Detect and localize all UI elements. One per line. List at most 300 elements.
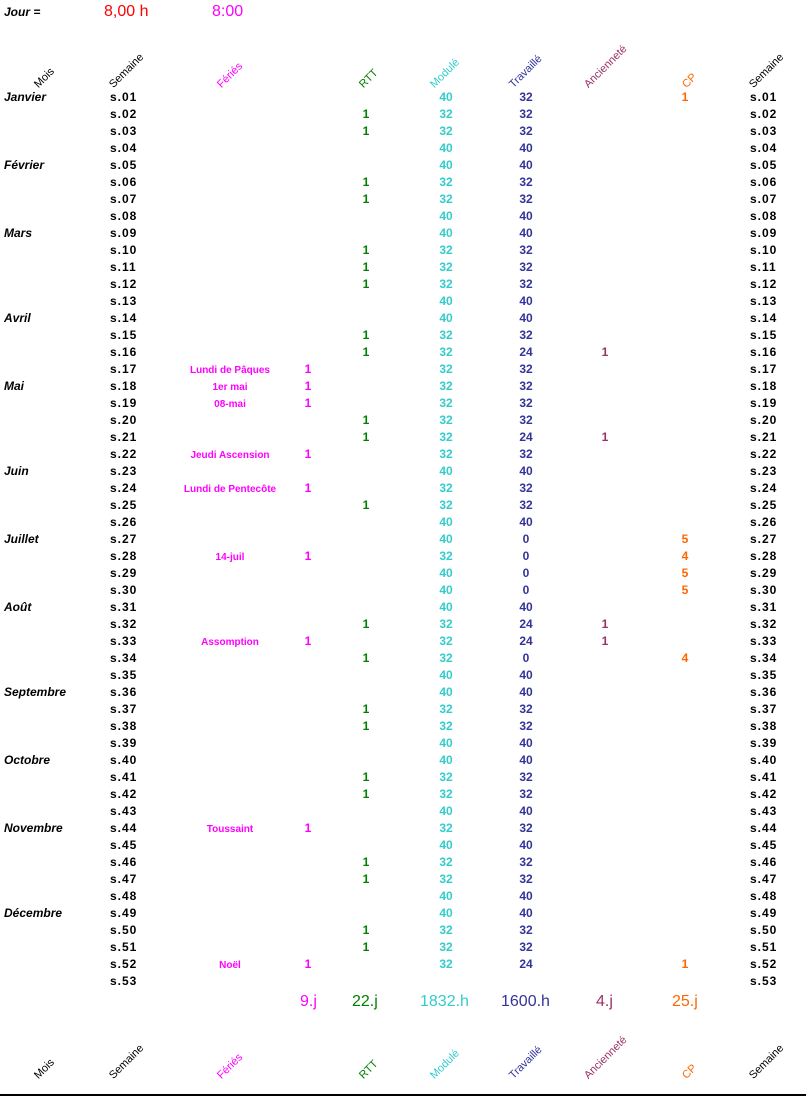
cell-semaine: s.20	[110, 413, 138, 427]
cell-travaille: 32	[519, 328, 533, 342]
cell-module: 40	[439, 906, 453, 920]
cell-travaille: 40	[519, 906, 533, 920]
cell-rtt: 1	[362, 770, 370, 784]
cell-mois: Février	[4, 158, 45, 172]
cell-module: 32	[439, 175, 453, 189]
header-module: Modulé	[428, 1047, 462, 1082]
cell-semaine: s.23	[110, 464, 138, 478]
cell-travaille: 32	[519, 107, 533, 121]
cell-semaine-right: s.25	[750, 498, 778, 512]
cell-semaine: s.44	[110, 821, 138, 835]
cell-mois: Mars	[4, 226, 33, 240]
cell-travaille: 0	[522, 549, 530, 563]
cell-semaine: s.22	[110, 447, 138, 461]
cell-semaine: s.14	[110, 311, 138, 325]
cell-travaille: 24	[519, 617, 533, 631]
cell-travaille: 32	[519, 770, 533, 784]
cell-semaine-right: s.04	[750, 141, 778, 155]
cell-rtt: 1	[362, 702, 370, 716]
header-semaine: Semaine	[107, 51, 147, 91]
cell-module: 40	[439, 566, 453, 580]
cell-semaine-right: s.05	[750, 158, 778, 172]
cell-semaine-right: s.20	[750, 413, 778, 427]
cell-ferie: 1	[304, 821, 312, 835]
cell-module: 40	[439, 141, 453, 155]
cell-cp: 4	[681, 549, 689, 563]
cell-semaine: s.10	[110, 243, 138, 257]
cell-mois: Novembre	[4, 821, 63, 835]
bottom-border-line	[0, 1094, 806, 1096]
cell-semaine-right: s.32	[750, 617, 778, 631]
cell-semaine-right: s.24	[750, 481, 778, 495]
cell-semaine-right: s.47	[750, 872, 778, 886]
cell-module: 32	[439, 260, 453, 274]
cell-rtt: 1	[362, 243, 370, 257]
cell-module: 32	[439, 821, 453, 835]
cell-semaine-right: s.08	[750, 209, 778, 223]
cell-rtt: 1	[362, 617, 370, 631]
cell-semaine: s.35	[110, 668, 138, 682]
cell-semaine: s.13	[110, 294, 138, 308]
cell-semaine-right: s.18	[750, 379, 778, 393]
cell-travaille: 40	[519, 753, 533, 767]
cell-semaine-right: s.28	[750, 549, 778, 563]
cell-travaille: 0	[522, 532, 530, 546]
header-travaille: Travaillé	[507, 1043, 545, 1082]
cell-semaine: s.32	[110, 617, 138, 631]
cell-travaille: 32	[519, 498, 533, 512]
cell-module: 32	[439, 379, 453, 393]
cell-semaine-right: s.03	[750, 124, 778, 138]
cell-travaille: 32	[519, 719, 533, 733]
cell-mois: Mai	[4, 379, 25, 393]
cell-travaille: 24	[519, 957, 533, 971]
cell-semaine: s.25	[110, 498, 138, 512]
cell-semaine-right: s.43	[750, 804, 778, 818]
cell-semaine: s.27	[110, 532, 138, 546]
cell-module: 40	[439, 158, 453, 172]
cell-travaille: 40	[519, 515, 533, 529]
cell-travaille: 0	[522, 651, 530, 665]
cell-semaine-right: s.37	[750, 702, 778, 716]
cell-ferie: 1	[304, 634, 312, 648]
cell-cp: 1	[681, 957, 689, 971]
cell-anciennete: 1	[601, 634, 609, 648]
cell-module: 40	[439, 515, 453, 529]
header-semaine-right: Semaine	[747, 1042, 787, 1082]
cell-rtt: 1	[362, 328, 370, 342]
cell-travaille: 32	[519, 124, 533, 138]
cell-mois: Juin	[4, 464, 29, 478]
cell-anciennete: 1	[601, 617, 609, 631]
cell-semaine-right: s.31	[750, 600, 778, 614]
cell-module: 40	[439, 226, 453, 240]
cell-rtt: 1	[362, 872, 370, 886]
header-cp: CP	[680, 71, 700, 91]
cell-travaille: 40	[519, 209, 533, 223]
cell-anciennete: 1	[601, 345, 609, 359]
cell-semaine: s.52	[110, 957, 138, 971]
cell-semaine: s.07	[110, 192, 138, 206]
cell-semaine-right: s.15	[750, 328, 778, 342]
cell-rtt: 1	[362, 345, 370, 359]
cell-semaine-right: s.34	[750, 651, 778, 665]
cell-semaine-right: s.26	[750, 515, 778, 529]
cell-semaine-right: s.07	[750, 192, 778, 206]
cell-travaille: 40	[519, 804, 533, 818]
cell-semaine: s.47	[110, 872, 138, 886]
cell-semaine-right: s.01	[750, 90, 778, 104]
cell-module: 40	[439, 600, 453, 614]
cell-module: 40	[439, 685, 453, 699]
cell-rtt: 1	[362, 940, 370, 954]
cell-semaine: s.30	[110, 583, 138, 597]
cell-semaine-right: s.06	[750, 175, 778, 189]
header-rtt: RTT	[357, 67, 381, 91]
cell-semaine: s.18	[110, 379, 138, 393]
cell-semaine: s.36	[110, 685, 138, 699]
cell-mois: Décembre	[4, 906, 63, 920]
cell-mois: Septembre	[4, 685, 67, 699]
cell-semaine: s.02	[110, 107, 138, 121]
cell-travaille: 32	[519, 362, 533, 376]
total-anciennete: 4.j	[596, 993, 613, 1010]
cell-module: 40	[439, 804, 453, 818]
header-module: Modulé	[428, 56, 462, 91]
cell-module: 32	[439, 124, 453, 138]
cell-semaine-right: s.48	[750, 889, 778, 903]
header-mois: Mois	[32, 1056, 57, 1082]
cell-semaine-right: s.40	[750, 753, 778, 767]
cell-semaine: s.03	[110, 124, 138, 138]
cell-ferie-name: Assomption	[201, 637, 259, 648]
cell-semaine: s.37	[110, 702, 138, 716]
cell-module: 40	[439, 838, 453, 852]
cell-module: 32	[439, 447, 453, 461]
header-feries: Fériés	[215, 1051, 246, 1082]
header-anciennete: Ancienneté	[582, 1034, 630, 1082]
cell-rtt: 1	[362, 107, 370, 121]
cell-travaille: 32	[519, 277, 533, 291]
cell-travaille: 40	[519, 600, 533, 614]
cell-semaine: s.12	[110, 277, 138, 291]
cell-rtt: 1	[362, 277, 370, 291]
cell-module: 40	[439, 90, 453, 104]
cell-semaine: s.38	[110, 719, 138, 733]
cell-module: 32	[439, 396, 453, 410]
cell-ferie-name: 14-juil	[215, 552, 245, 563]
cell-travaille: 32	[519, 821, 533, 835]
cell-module: 32	[439, 481, 453, 495]
cell-rtt: 1	[362, 855, 370, 869]
cell-semaine: s.49	[110, 906, 138, 920]
cell-semaine-right: s.17	[750, 362, 778, 376]
cell-semaine: s.51	[110, 940, 138, 954]
cell-semaine-right: s.42	[750, 787, 778, 801]
total-travaille: 1600.h	[501, 993, 550, 1010]
cell-rtt: 1	[362, 260, 370, 274]
cell-ferie: 1	[304, 549, 312, 563]
cell-semaine-right: s.13	[750, 294, 778, 308]
cell-rtt: 1	[362, 787, 370, 801]
cell-semaine-right: s.33	[750, 634, 778, 648]
cell-semaine-right: s.23	[750, 464, 778, 478]
cell-module: 32	[439, 413, 453, 427]
cell-module: 32	[439, 634, 453, 648]
cell-semaine-right: s.46	[750, 855, 778, 869]
header-semaine: Semaine	[107, 1042, 147, 1082]
cell-cp: 5	[681, 583, 689, 597]
cell-semaine-right: s.50	[750, 923, 778, 937]
header-mois: Mois	[32, 65, 57, 91]
cell-ferie: 1	[304, 481, 312, 495]
cell-semaine: s.24	[110, 481, 138, 495]
cell-module: 32	[439, 498, 453, 512]
cell-semaine: s.11	[110, 260, 137, 274]
cell-travaille: 40	[519, 141, 533, 155]
cell-semaine-right: s.10	[750, 243, 778, 257]
cell-rtt: 1	[362, 192, 370, 206]
cell-travaille: 32	[519, 855, 533, 869]
cell-semaine-right: s.02	[750, 107, 778, 121]
cell-semaine-right: s.14	[750, 311, 778, 325]
jour-label: Jour =	[4, 5, 41, 19]
cell-ferie: 1	[304, 447, 312, 461]
cell-travaille: 40	[519, 464, 533, 478]
jour-time-value: 8:00	[212, 3, 244, 20]
cell-semaine: s.05	[110, 158, 138, 172]
header-anciennete: Ancienneté	[582, 43, 630, 91]
total-rtt: 22.j	[352, 993, 378, 1010]
cell-semaine: s.15	[110, 328, 138, 342]
cell-ferie-name: Toussaint	[206, 824, 254, 835]
cell-travaille: 32	[519, 702, 533, 716]
cell-semaine: s.34	[110, 651, 138, 665]
cell-travaille: 40	[519, 294, 533, 308]
cell-rtt: 1	[362, 430, 370, 444]
cell-mois: Janvier	[4, 90, 47, 104]
cell-travaille: 32	[519, 923, 533, 937]
cell-semaine: s.08	[110, 209, 138, 223]
cell-travaille: 40	[519, 736, 533, 750]
cell-module: 32	[439, 192, 453, 206]
cell-travaille: 32	[519, 90, 533, 104]
cell-module: 32	[439, 651, 453, 665]
cell-semaine-right: s.49	[750, 906, 778, 920]
cell-semaine-right: s.44	[750, 821, 778, 835]
cell-travaille: 32	[519, 175, 533, 189]
cell-travaille: 0	[522, 566, 530, 580]
cell-module: 40	[439, 736, 453, 750]
header-cp: CP	[680, 1062, 700, 1082]
cell-rtt: 1	[362, 719, 370, 733]
cell-semaine: s.28	[110, 549, 138, 563]
cell-module: 32	[439, 345, 453, 359]
cell-semaine: s.26	[110, 515, 138, 529]
cell-semaine: s.31	[110, 600, 138, 614]
cell-module: 32	[439, 243, 453, 257]
cell-semaine-right: s.09	[750, 226, 778, 240]
cell-travaille: 32	[519, 940, 533, 954]
cell-semaine: s.48	[110, 889, 138, 903]
cell-ferie-name: Noël	[219, 960, 241, 971]
cell-semaine-right: s.41	[750, 770, 778, 784]
cell-module: 32	[439, 872, 453, 886]
cell-cp: 1	[681, 90, 689, 104]
cell-rtt: 1	[362, 651, 370, 665]
cell-mois: Juillet	[4, 532, 39, 546]
cell-module: 32	[439, 719, 453, 733]
cell-semaine-right: s.11	[750, 260, 777, 274]
cell-semaine-right: s.30	[750, 583, 778, 597]
cell-cp: 5	[681, 566, 689, 580]
cell-travaille: 24	[519, 430, 533, 444]
cell-travaille: 40	[519, 226, 533, 240]
cell-module: 40	[439, 464, 453, 478]
cell-module: 40	[439, 311, 453, 325]
cell-semaine-right: s.27	[750, 532, 778, 546]
cell-semaine-right: s.16	[750, 345, 778, 359]
cell-semaine-right: s.12	[750, 277, 778, 291]
cell-travaille: 32	[519, 379, 533, 393]
cell-travaille: 32	[519, 481, 533, 495]
cell-travaille: 40	[519, 889, 533, 903]
cell-rtt: 1	[362, 175, 370, 189]
cell-travaille: 40	[519, 311, 533, 325]
cell-travaille: 32	[519, 413, 533, 427]
cell-module: 32	[439, 702, 453, 716]
cell-ferie-name: Jeudi Ascension	[190, 450, 270, 461]
cell-module: 40	[439, 668, 453, 682]
cell-semaine: s.19	[110, 396, 138, 410]
cell-travaille: 32	[519, 396, 533, 410]
cell-semaine-right: s.51	[750, 940, 778, 954]
cell-travaille: 40	[519, 685, 533, 699]
cell-semaine-right: s.38	[750, 719, 778, 733]
cell-module: 40	[439, 583, 453, 597]
cell-travaille: 32	[519, 243, 533, 257]
cell-ferie: 1	[304, 957, 312, 971]
cell-module: 32	[439, 328, 453, 342]
cell-module: 40	[439, 753, 453, 767]
cell-semaine: s.01	[110, 90, 138, 104]
cell-travaille: 0	[522, 583, 530, 597]
cell-semaine-right: s.19	[750, 396, 778, 410]
header-semaine-right: Semaine	[747, 51, 787, 91]
cell-rtt: 1	[362, 413, 370, 427]
cell-semaine: s.29	[110, 566, 138, 580]
cell-semaine: s.16	[110, 345, 138, 359]
cell-semaine: s.17	[110, 362, 138, 376]
cell-semaine-right: s.21	[750, 430, 778, 444]
cell-semaine: s.09	[110, 226, 138, 240]
cell-module: 32	[439, 855, 453, 869]
cell-semaine-right: s.53	[750, 974, 778, 988]
cell-module: 32	[439, 107, 453, 121]
header-travaille: Travaillé	[507, 52, 545, 91]
cell-module: 32	[439, 362, 453, 376]
cell-semaine: s.21	[110, 430, 138, 444]
cell-semaine-right: s.52	[750, 957, 778, 971]
cell-module: 32	[439, 923, 453, 937]
cell-cp: 5	[681, 532, 689, 546]
cell-travaille: 32	[519, 260, 533, 274]
cell-travaille: 32	[519, 447, 533, 461]
cell-ferie: 1	[304, 362, 312, 376]
cell-semaine: s.40	[110, 753, 138, 767]
cell-semaine: s.39	[110, 736, 138, 750]
cell-module: 40	[439, 889, 453, 903]
cell-travaille: 32	[519, 192, 533, 206]
cell-semaine: s.45	[110, 838, 138, 852]
cell-module: 32	[439, 770, 453, 784]
cell-ferie-name: 08-mai	[214, 399, 246, 410]
cell-semaine-right: s.45	[750, 838, 778, 852]
cell-semaine: s.06	[110, 175, 138, 189]
cell-module: 32	[439, 957, 453, 971]
total-feries: 9.j	[300, 993, 317, 1010]
cell-semaine: s.04	[110, 141, 138, 155]
header-rtt: RTT	[357, 1058, 381, 1082]
cell-semaine-right: s.39	[750, 736, 778, 750]
cell-semaine-right: s.29	[750, 566, 778, 580]
cell-module: 32	[439, 940, 453, 954]
cell-semaine-right: s.36	[750, 685, 778, 699]
cell-semaine: s.41	[110, 770, 138, 784]
total-cp: 25.j	[672, 993, 698, 1010]
cell-module: 32	[439, 277, 453, 291]
cell-semaine: s.50	[110, 923, 138, 937]
total-module: 1832.h	[420, 993, 469, 1010]
cell-module: 32	[439, 787, 453, 801]
cell-module: 32	[439, 549, 453, 563]
cell-mois: Octobre	[4, 753, 51, 767]
cell-travaille: 40	[519, 838, 533, 852]
header-feries: Fériés	[215, 60, 246, 91]
cell-ferie: 1	[304, 379, 312, 393]
cell-module: 40	[439, 532, 453, 546]
cell-semaine: s.33	[110, 634, 138, 648]
cell-semaine: s.53	[110, 974, 138, 988]
jour-hours-value: 8,00 h	[104, 3, 149, 20]
cell-mois: Avril	[4, 311, 31, 325]
cell-ferie-name: Lundi de Pentecôte	[183, 484, 277, 495]
cell-semaine-right: s.22	[750, 447, 778, 461]
cell-semaine: s.42	[110, 787, 138, 801]
cell-travaille: 32	[519, 787, 533, 801]
cell-module: 32	[439, 617, 453, 631]
cell-module: 40	[439, 209, 453, 223]
cell-travaille: 32	[519, 872, 533, 886]
cell-ferie-name: Lundi de Pâques	[189, 365, 270, 376]
cell-cp: 4	[681, 651, 689, 665]
cell-mois: Août	[4, 600, 32, 614]
cell-ferie-name: 1er mai	[212, 382, 248, 393]
cell-anciennete: 1	[601, 430, 609, 444]
cell-travaille: 24	[519, 345, 533, 359]
cell-module: 40	[439, 294, 453, 308]
cell-semaine: s.46	[110, 855, 138, 869]
cell-rtt: 1	[362, 923, 370, 937]
cell-travaille: 40	[519, 158, 533, 172]
cell-rtt: 1	[362, 124, 370, 138]
cell-semaine-right: s.35	[750, 668, 778, 682]
cell-ferie: 1	[304, 396, 312, 410]
cell-travaille: 24	[519, 634, 533, 648]
cell-rtt: 1	[362, 498, 370, 512]
cell-semaine: s.43	[110, 804, 138, 818]
cell-travaille: 40	[519, 668, 533, 682]
